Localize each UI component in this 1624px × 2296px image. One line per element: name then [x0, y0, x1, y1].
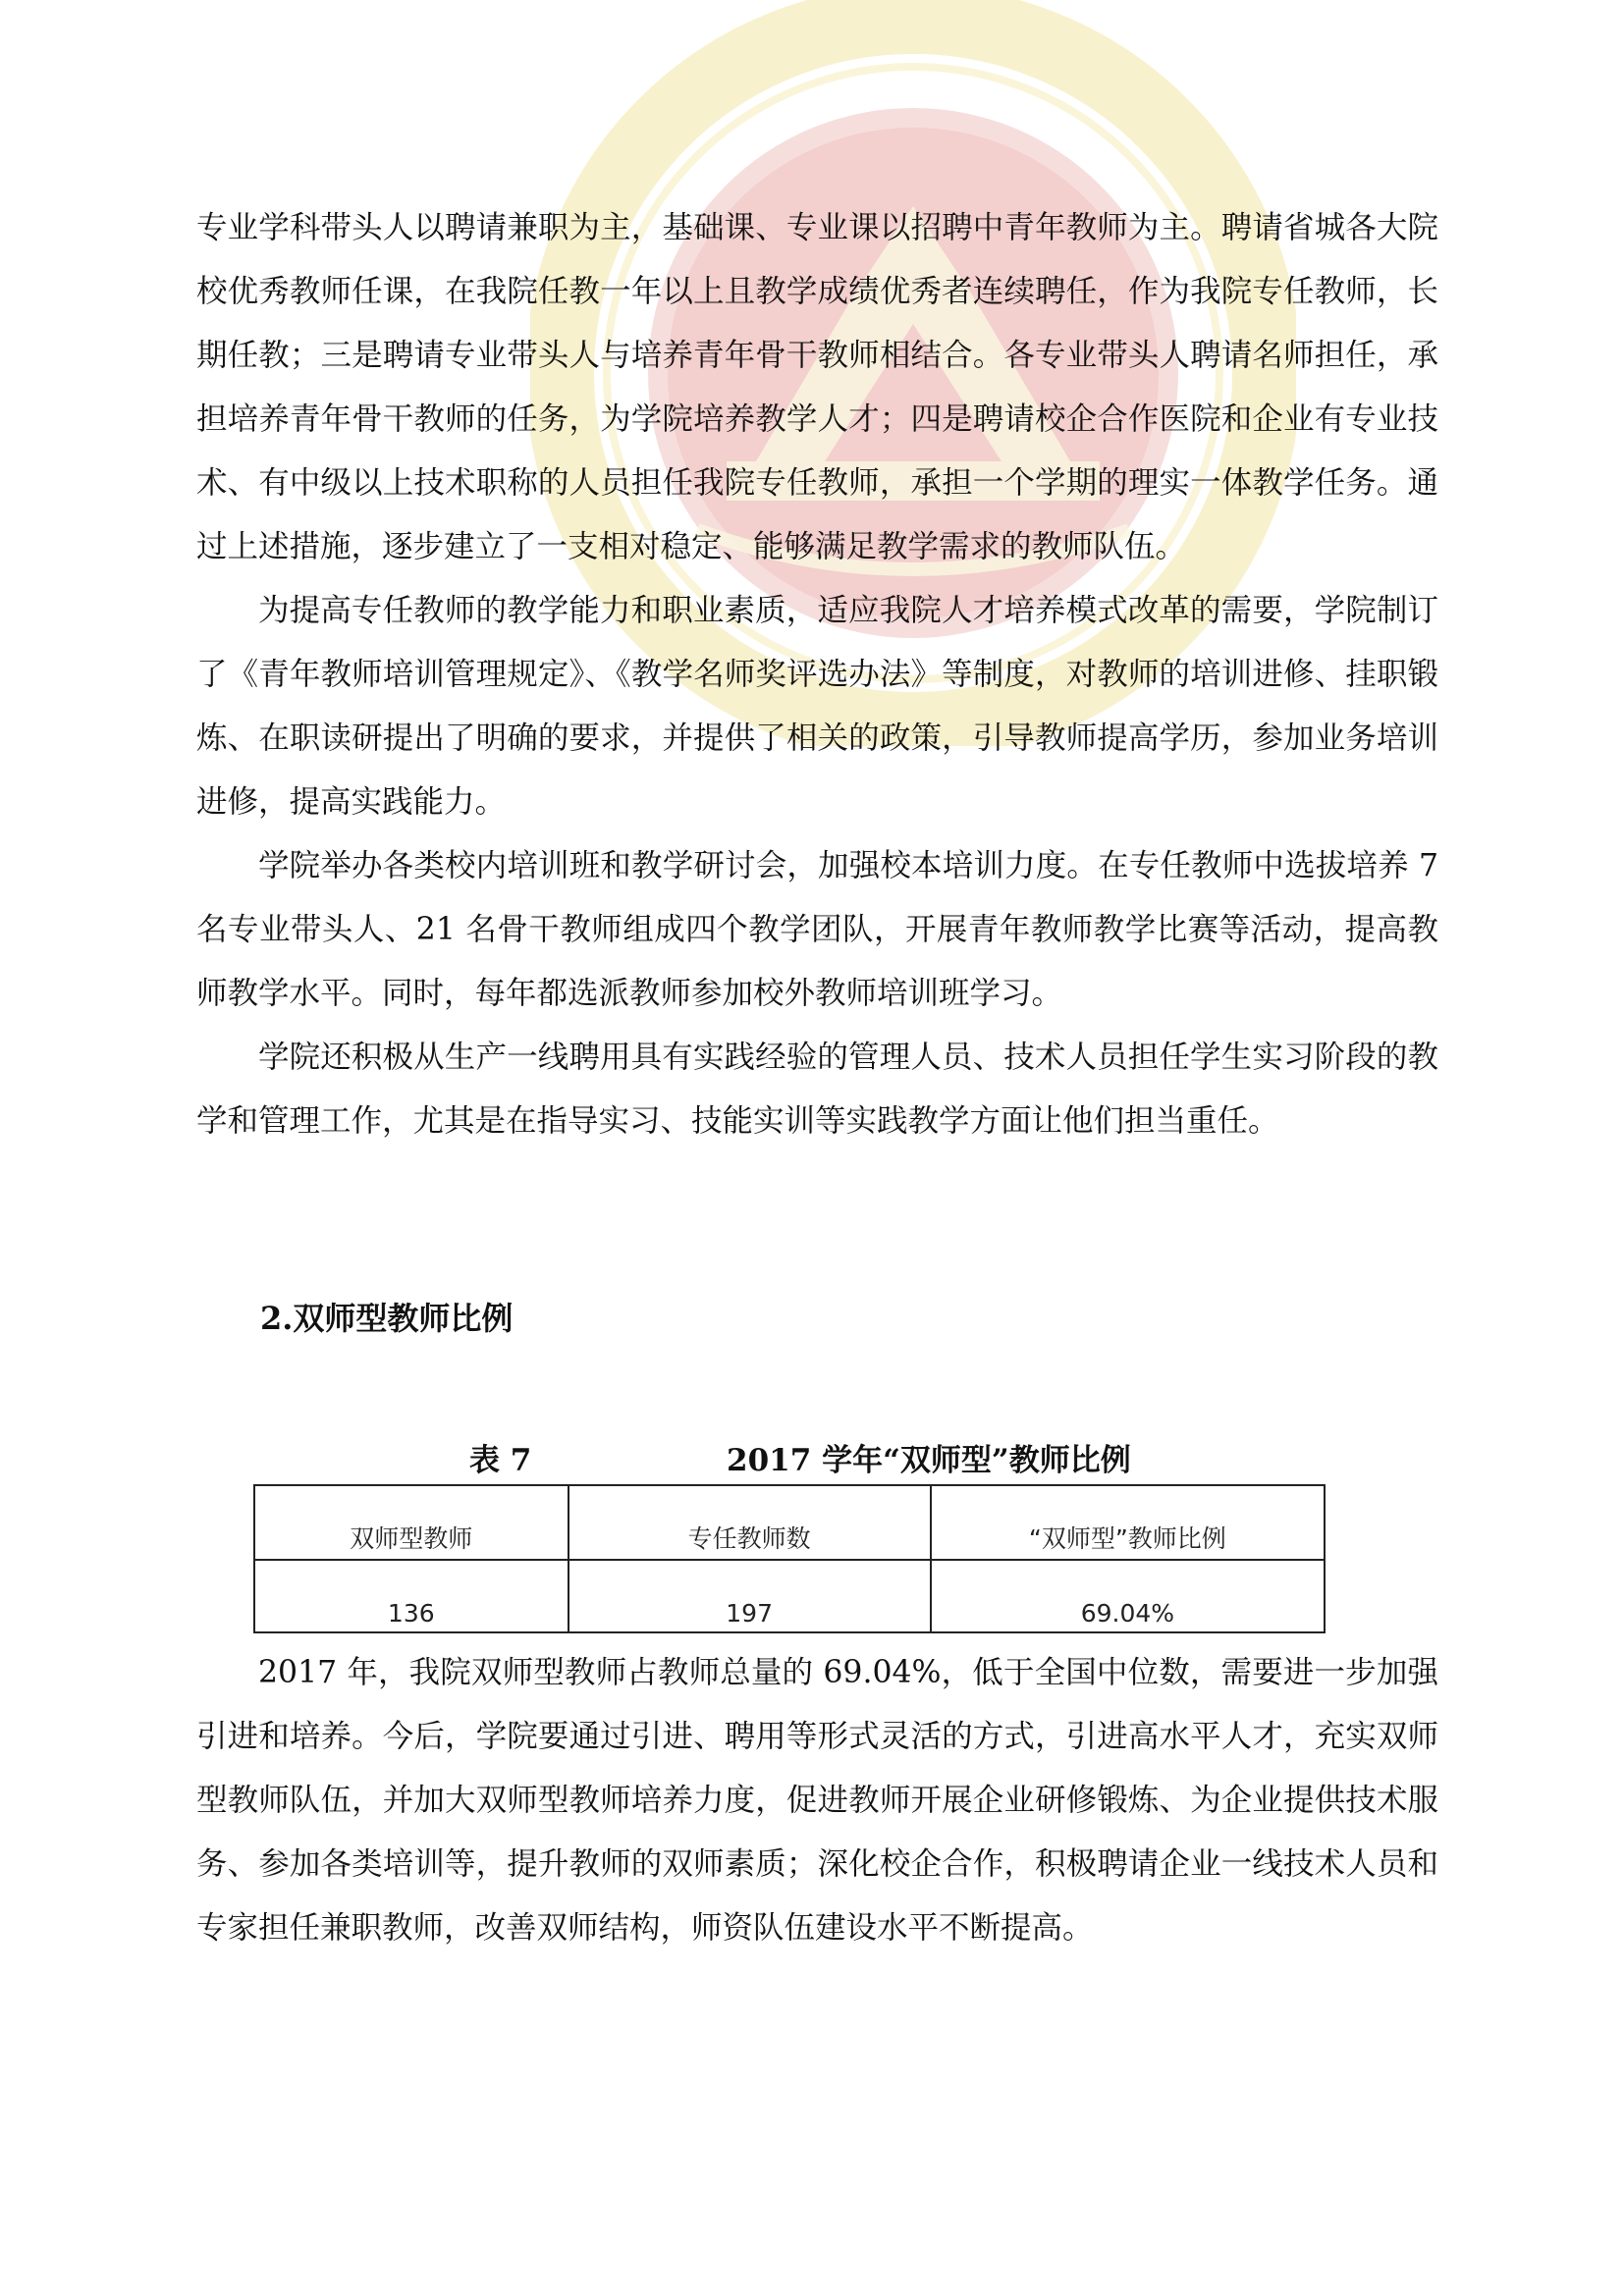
body-paragraph: 为提高专任教师的教学能力和职业素质，适应我院人才培养模式改革的需要，学院制订了《青年教师培训管理规定》、《教学名师奖评选办法》等制度，对教师的培训进修、挂职锻炼、在职读研提出了明确的要求，并提供了相关的政策，引导教师提高学历，参加业务培训进修，提高实践能力。: [196, 593, 1438, 820]
table-header-cell: “双师型”教师比例: [931, 1485, 1325, 1560]
body-paragraph: 学院还积极从生产一线聘用具有实践经验的管理人员、技术人员担任学生实习阶段的教学和管理工作，尤其是在指导实习、技能实训等实践教学方面让他们担当重任。: [196, 1040, 1438, 1139]
closing-paragraph: 2017 年，我院双师型教师占教师总量的 69.04%，低于全国中位数，需要进一步加强引进和培养。今后，学院要通过引进、聘用等形式灵活的方式，引进高水平人才，充实双师型教师队伍，并加大双师型教师培养力度，促进教师开展企业研修锻炼、为企业提供技术服务、参加各类培训等，提升教师的双师素质；深化校企合作，积极聘请企业一线技术人员和专家担任兼职教师，改善双师结构，师资队伍建设水平不断提高。: [196, 1655, 1438, 1946]
table-caption-title: 2017 学年“双师型”教师比例: [727, 1443, 1131, 1478]
closing-text: [196, 1641, 1438, 1960]
table-header-cell: 双师型教师: [254, 1485, 568, 1560]
table-cell: 136: [254, 1560, 568, 1632]
table-row: [254, 1560, 1325, 1632]
section-heading: 2.双师型教师比例: [260, 1300, 514, 1337]
body-paragraph: 专业学科带头人以聘请兼职为主，基础课、专业课以招聘中青年教师为主。聘请省城各大院校优秀教师任课，在我院任教一年以上且教学成绩优秀者连续聘任，作为我院专任教师，长期任教；三是聘请专业带头人与培养青年骨干教师相结合。各专业带头人聘请名师担任，承担培养青年骨干教师的任务，为学院培养教学人才；四是聘请校企合作医院和企业有专业技术、有中级以上技术职称的人员担任我院专任教师，承担一个学期的理实一体教学任务。通过上述措施，逐步建立了一支相对稳定、能够满足教学需求的教师队伍。: [196, 210, 1438, 564]
table-header-row: [254, 1485, 1325, 1560]
body-paragraph: 学院举办各类校内培训班和教学研讨会，加强校本培训力度。在专任教师中选拔培养 7 名专业带头人、21 名骨干教师组成四个教学团队，开展青年教师教学比赛等活动，提高教师教学水平。同时，每年都选派教师参加校外教师培训班学习。: [196, 848, 1438, 1011]
table-cell: 69.04%: [931, 1560, 1325, 1632]
body-text: [196, 196, 1438, 1153]
teacher-ratio-table: [253, 1484, 1326, 1633]
table-caption-number: 表 7: [469, 1443, 532, 1478]
table-cell: 197: [568, 1560, 931, 1632]
table-header-cell: 专任教师数: [568, 1485, 931, 1560]
